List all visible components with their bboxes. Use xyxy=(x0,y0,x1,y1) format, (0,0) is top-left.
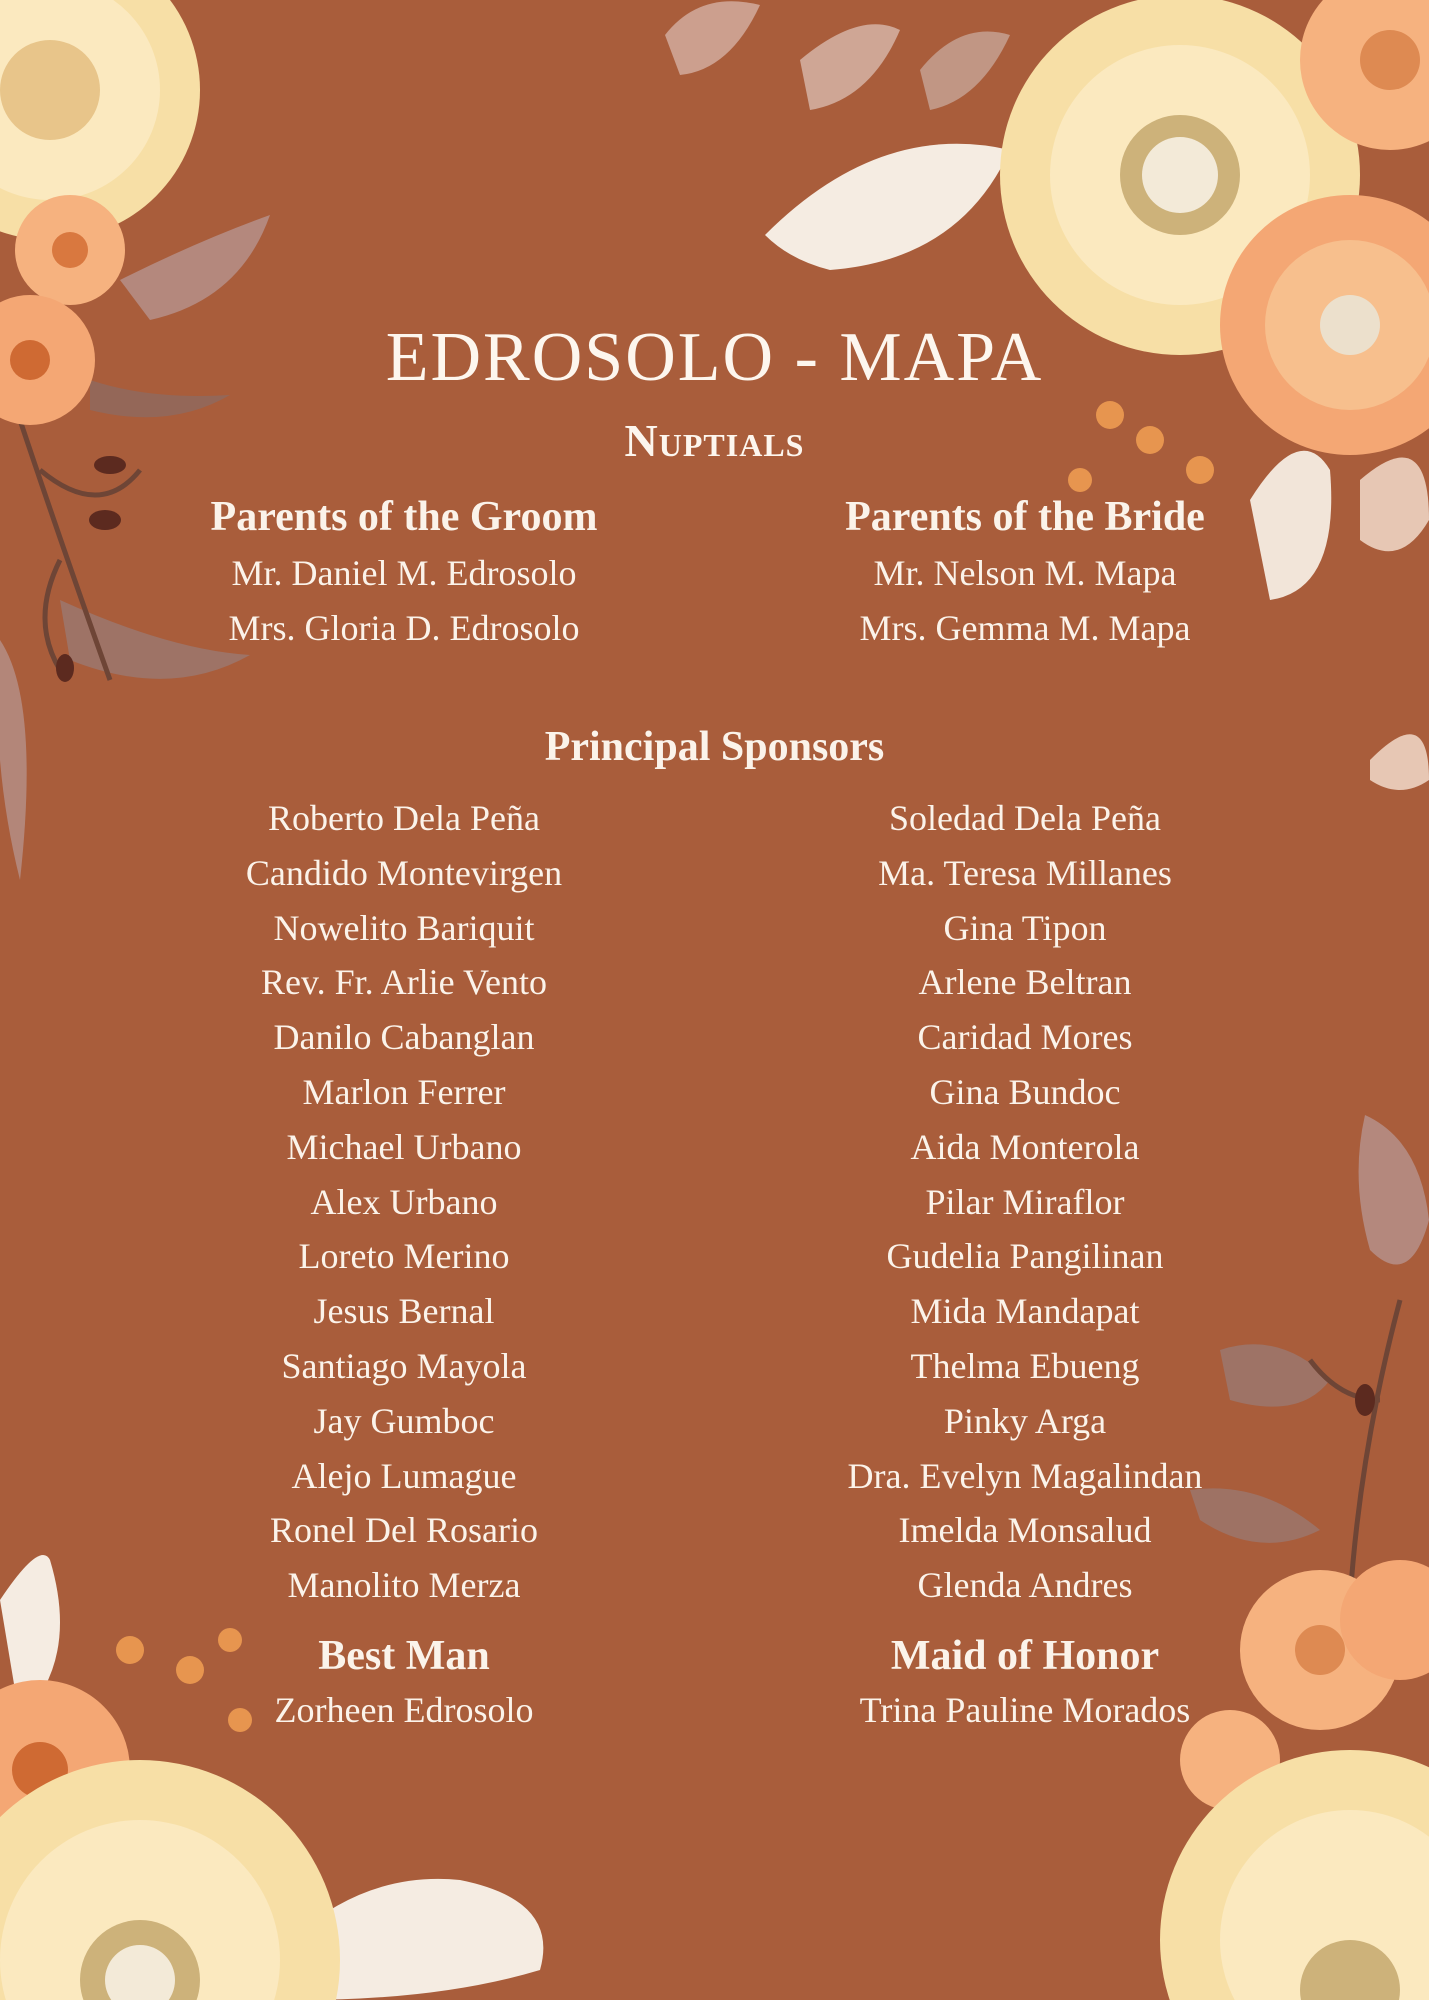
sponsors-right-list xyxy=(715,791,1335,1613)
sponsors-left-list xyxy=(94,791,714,1613)
principal-sponsors-heading: Principal Sponsors xyxy=(544,724,885,770)
list-item: Pinky Arga xyxy=(943,1400,1107,1441)
section-heading: Maid of Honor xyxy=(890,1633,1160,1679)
list-item: Roberto Dela Peña xyxy=(268,798,540,838)
list-item: Dra. Evelyn Magalindan xyxy=(847,1455,1203,1496)
list-item: Gina Bundoc xyxy=(929,1071,1121,1112)
list-item: Arlene Beltran xyxy=(918,962,1132,1003)
list-item: Pilar Miraflor xyxy=(925,1181,1125,1222)
list-item: Mrs. Gloria D. Edrosolo xyxy=(228,608,580,648)
list-item: Ronel Del Rosario xyxy=(270,1510,538,1551)
list-item: Jay Gumboc xyxy=(313,1400,495,1441)
list-item: Gina Tipon xyxy=(943,907,1107,948)
list-item: Trina Pauline Morados xyxy=(859,1690,1191,1730)
flower-icon xyxy=(1160,1560,1429,2000)
list-item: Ma. Teresa Millanes xyxy=(878,852,1172,893)
list-item: Mrs. Gemma M. Mapa xyxy=(859,608,1191,648)
maid-of-honor-section xyxy=(715,1627,1335,1735)
list-item: Glenda Andres xyxy=(917,1565,1133,1606)
best-man-section xyxy=(94,1627,714,1735)
list-item: Mida Mandapat xyxy=(910,1291,1140,1332)
list-item: Santiago Mayola xyxy=(281,1345,527,1386)
list-item: Caridad Mores xyxy=(917,1017,1133,1058)
list-item: Mr. Daniel M. Edrosolo xyxy=(231,553,577,593)
list-item: Marlon Ferrer xyxy=(302,1071,506,1112)
list-item: Jesus Bernal xyxy=(313,1291,495,1332)
list-item: Nowelito Bariquit xyxy=(273,907,535,948)
list-item: Mr. Nelson M. Mapa xyxy=(873,553,1177,593)
list-item: Candido Montevirgen xyxy=(245,852,563,893)
groom-parents-section xyxy=(94,488,714,656)
list-item: Alex Urbano xyxy=(310,1181,498,1222)
bride-parents-section xyxy=(715,488,1335,656)
berry-icon xyxy=(1355,1384,1375,1416)
list-item: Michael Urbano xyxy=(286,1126,522,1167)
list-item: Aida Monterola xyxy=(910,1126,1140,1167)
list-item: Manolito Merza xyxy=(287,1565,521,1606)
section-heading: Parents of the Groom xyxy=(210,494,598,540)
list-item: Rev. Fr. Arlie Vento xyxy=(261,962,547,1003)
list-item: Thelma Ebueng xyxy=(910,1345,1140,1386)
section-heading: Best Man xyxy=(318,1633,490,1679)
list-item: Gudelia Pangilinan xyxy=(886,1236,1164,1277)
couple-names-title: EDROSOLO - MAPA xyxy=(385,319,1044,396)
nuptials-subtitle: Nuptials xyxy=(624,415,805,466)
list-item: Imelda Monsalud xyxy=(898,1510,1152,1551)
list-item: Danilo Cabanglan xyxy=(273,1017,535,1058)
section-heading: Parents of the Bride xyxy=(845,494,1205,540)
list-item: Zorheen Edrosolo xyxy=(274,1690,534,1730)
list-item: Loreto Merino xyxy=(298,1236,510,1277)
list-item: Soledad Dela Peña xyxy=(889,798,1161,838)
list-item: Alejo Lumague xyxy=(291,1455,517,1496)
